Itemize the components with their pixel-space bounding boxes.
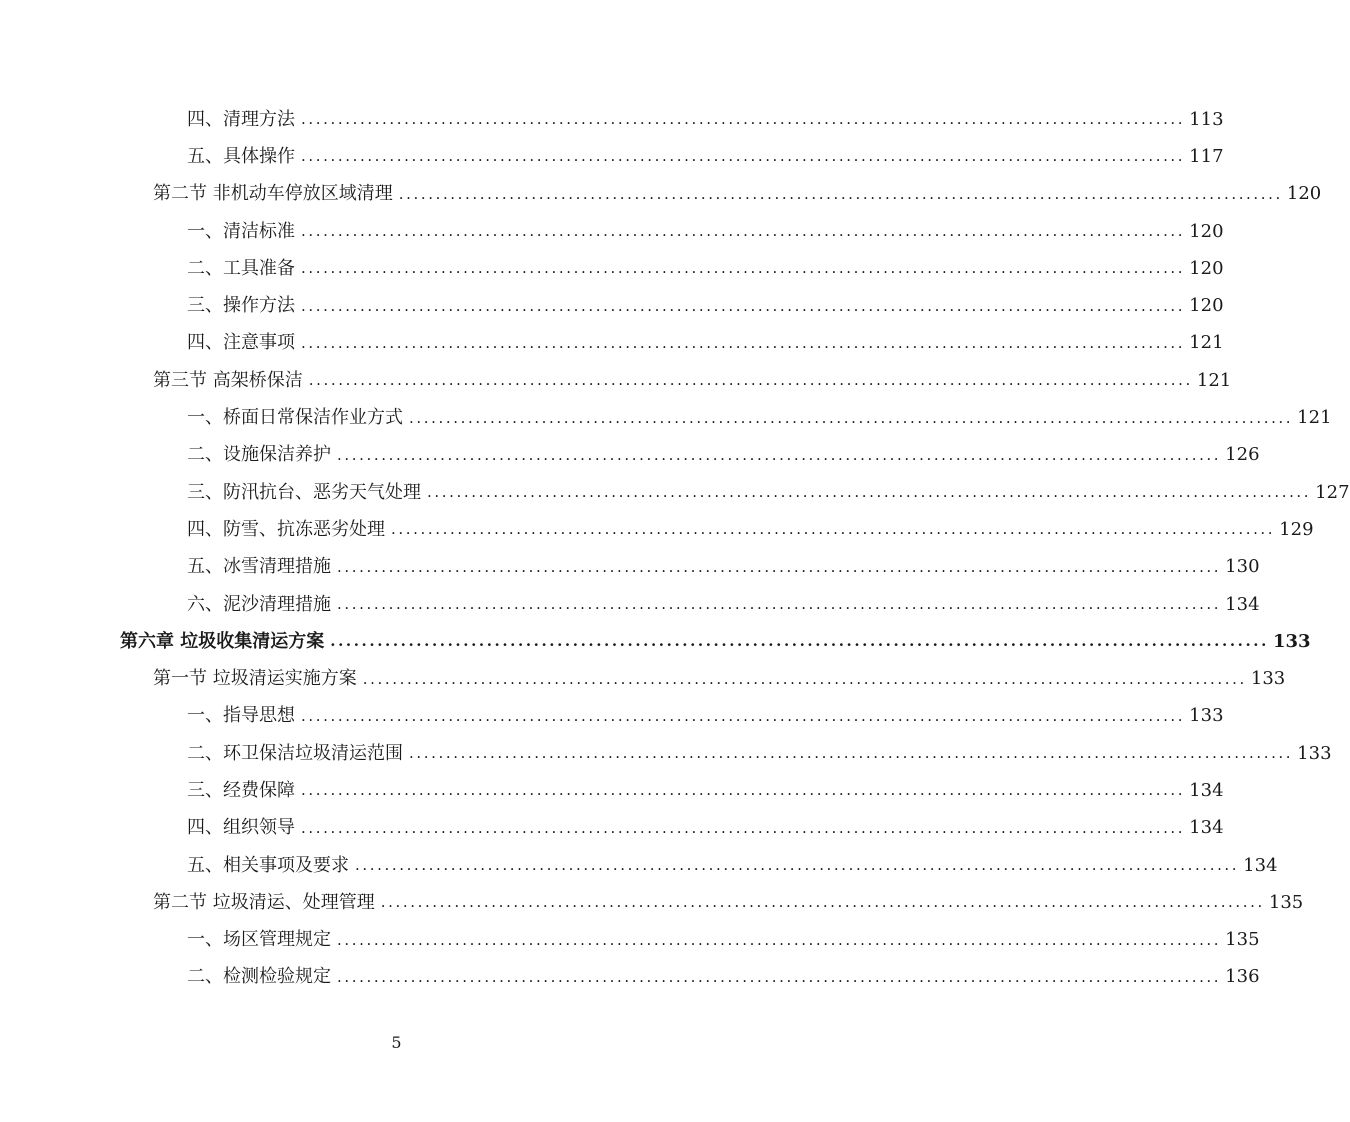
dot-leader: ........................................................................................................................ — [308, 371, 1193, 390]
dot-leader: ........................................................................................................................ — [409, 408, 1294, 427]
toc-entry-title: 第六章 垃圾收集清运方案 — [120, 630, 325, 652]
dot-leader: ........................................................................................................................ — [409, 744, 1294, 763]
toc-entry-item[interactable] — [0, 847, 1278, 884]
dot-leader: ........................................................................................................................ — [337, 930, 1222, 949]
dot-leader: ........................................................................................................................ — [330, 632, 1269, 651]
toc-entry-page-number: 120 — [1189, 257, 1224, 279]
dot-leader: ........................................................................................................................ — [301, 296, 1186, 315]
toc-entry-title: 第二节 非机动车停放区域清理 — [153, 183, 393, 205]
toc-entry-page-number: 120 — [1286, 183, 1322, 205]
dot-leader: ........................................................................................................................ — [301, 222, 1186, 241]
toc-entry-title: 二、环卫保洁垃圾清运范围 — [187, 742, 403, 764]
toc-entry-section[interactable] — [0, 176, 1322, 213]
dot-leader: ........................................................................................................................ — [301, 706, 1186, 725]
toc-entry-title: 第二节 垃圾清运、处理管理 — [153, 891, 375, 913]
toc-entry-item[interactable] — [0, 437, 1260, 474]
toc-entry-page-number: 130 — [1225, 556, 1260, 578]
toc-entry-item[interactable] — [0, 698, 1224, 735]
toc-entry-page-number: 133 — [1297, 742, 1332, 764]
dot-leader: ........................................................................................................................ — [337, 557, 1222, 576]
toc-entry-page-number: 134 — [1189, 779, 1224, 801]
toc-entry-item[interactable] — [0, 287, 1224, 324]
toc-entry-title: 四、清理方法 — [187, 108, 295, 130]
dot-leader: ........................................................................................................................ — [301, 781, 1186, 800]
toc-entry-title: 四、注意事项 — [187, 332, 295, 354]
toc-entry-page-number: 127 — [1315, 481, 1350, 503]
toc-entry-item[interactable] — [0, 399, 1332, 436]
dot-leader: ........................................................................................................................ — [380, 893, 1265, 912]
toc-entry-page-number: 121 — [1196, 369, 1232, 391]
toc-entry-title: 二、检测检验规定 — [187, 966, 331, 988]
dot-leader: ........................................................................................................................ — [301, 259, 1186, 278]
toc-entry-title: 二、设施保洁养护 — [187, 444, 331, 466]
dot-leader: ........................................................................................................................ — [337, 967, 1222, 986]
toc-entry-item[interactable] — [0, 101, 1224, 138]
toc-entry-item[interactable] — [0, 586, 1260, 623]
dot-leader: ........................................................................................................................ — [301, 818, 1186, 837]
dot-leader: ........................................................................................................................ — [337, 595, 1222, 613]
toc-entry-item[interactable] — [0, 250, 1224, 287]
toc-entry-page-number: 135 — [1225, 929, 1260, 951]
toc-entry-page-number: 120 — [1189, 295, 1224, 317]
toc-entry-item[interactable] — [0, 138, 1224, 175]
toc-entry-title: 四、组织领导 — [187, 817, 295, 839]
toc-entry-title: 第一节 垃圾清运实施方案 — [153, 668, 357, 690]
toc-entry-title: 第三节 高架桥保洁 — [153, 369, 303, 391]
dot-leader: ........................................................................................................................ — [301, 333, 1186, 352]
dot-leader: ........................................................................................................................ — [337, 445, 1222, 464]
toc-entry-chapter[interactable] — [0, 623, 1311, 660]
toc-entry-item[interactable] — [0, 511, 1314, 548]
toc-entry-title: 五、冰雪清理措施 — [187, 556, 331, 578]
toc-entry-page-number: 135 — [1268, 891, 1304, 913]
toc-entry-item[interactable] — [0, 474, 1350, 511]
toc-entry-item[interactable] — [0, 325, 1224, 362]
toc-entry-item[interactable] — [0, 922, 1260, 959]
toc-entry-item[interactable] — [0, 735, 1332, 772]
toc-entry-page-number: 133 — [1189, 705, 1224, 727]
toc-entry-title: 五、相关事项及要求 — [187, 854, 349, 876]
toc-entry-item[interactable] — [0, 772, 1224, 809]
table-of-contents — [0, 101, 1350, 996]
toc-entry-title: 一、指导思想 — [187, 705, 295, 727]
toc-entry-page-number: 121 — [1297, 407, 1332, 429]
toc-entry-title: 二、工具准备 — [187, 257, 295, 279]
dot-leader: ........................................................................................................................ — [391, 520, 1276, 539]
toc-entry-title: 一、场区管理规定 — [187, 929, 331, 951]
toc-entry-title: 一、清洁标准 — [187, 220, 295, 242]
toc-entry-title: 六、泥沙清理措施 — [187, 593, 331, 615]
dot-leader: ........................................................................................................................ — [362, 669, 1247, 688]
toc-entry-title: 三、防汛抗台、恶劣天气处理 — [187, 481, 421, 503]
toc-entry-item[interactable] — [0, 213, 1224, 250]
toc-entry-page-number: 117 — [1189, 145, 1224, 167]
toc-entry-page-number: 133 — [1250, 668, 1286, 690]
toc-entry-item[interactable] — [0, 810, 1224, 847]
toc-entry-item[interactable] — [0, 959, 1260, 996]
page-number-footer: 5 — [391, 1033, 402, 1052]
toc-entry-page-number: 120 — [1189, 220, 1224, 242]
toc-entry-page-number: 136 — [1225, 966, 1260, 988]
toc-entry-section[interactable] — [0, 660, 1286, 697]
toc-entry-title: 三、经费保障 — [187, 779, 295, 801]
toc-entry-title: 三、操作方法 — [187, 295, 295, 317]
toc-entry-page-number: 134 — [1225, 593, 1260, 615]
toc-entry-section[interactable] — [0, 884, 1304, 921]
dot-leader: ........................................................................................................................ — [427, 483, 1312, 502]
toc-entry-page-number: 121 — [1189, 332, 1224, 354]
toc-entry-title: 一、桥面日常保洁作业方式 — [187, 407, 403, 429]
dot-leader: ........................................................................................................................ — [355, 856, 1240, 875]
toc-entry-title: 四、防雪、抗冻恶劣处理 — [187, 518, 385, 540]
dot-leader: ........................................................................................................................ — [398, 184, 1283, 203]
toc-entry-title: 五、具体操作 — [187, 145, 295, 167]
dot-leader: ........................................................................................................................ — [301, 147, 1186, 166]
toc-entry-page-number: 133 — [1272, 630, 1311, 652]
toc-entry-page-number: 134 — [1189, 817, 1224, 839]
toc-entry-page-number: 113 — [1189, 108, 1224, 130]
toc-entry-page-number: 126 — [1225, 444, 1260, 466]
toc-entry-page-number: 134 — [1243, 854, 1278, 876]
toc-entry-page-number: 129 — [1279, 518, 1314, 540]
toc-entry-section[interactable] — [0, 362, 1232, 399]
toc-entry-item[interactable] — [0, 549, 1260, 586]
dot-leader: ........................................................................................................................ — [301, 110, 1186, 129]
